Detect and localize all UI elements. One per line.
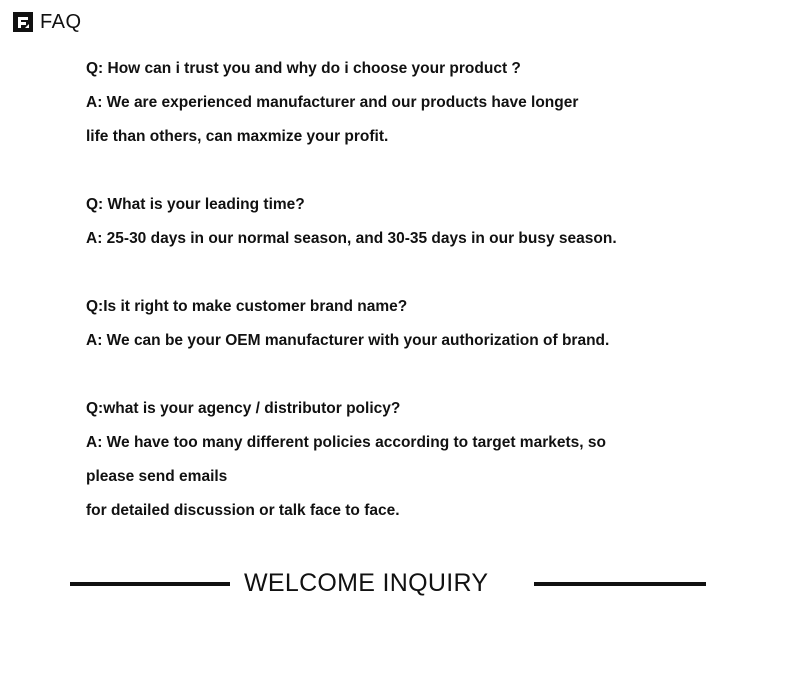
faq-question: Q: What is your leading time?	[86, 196, 305, 213]
divider-right	[534, 582, 706, 586]
welcome-inquiry-heading: WELCOME INQUIRY	[244, 569, 489, 597]
faq-answer-line: A: We can be your OEM manufacturer with your authorization of brand.	[86, 332, 610, 349]
faq-answer-line: A: 25-30 days in our normal season, and 30-35 days in our busy season.	[86, 230, 617, 247]
faq-item	[86, 392, 786, 528]
faq-list	[86, 52, 786, 562]
faq-question: Q:what is your agency / distributor policy?	[86, 400, 401, 417]
faq-answer-line: please send emails	[86, 468, 228, 485]
faq-logo-icon	[12, 11, 34, 33]
faq-answer-line: A: We have too many different policies according to target markets, so	[86, 434, 606, 451]
faq-question: Q: How can i trust you and why do i choose your product ?	[86, 60, 521, 77]
welcome-banner	[0, 566, 800, 600]
faq-answer-line: A: We are experienced manufacturer and our products have longer	[86, 94, 579, 111]
faq-answer-line: life than others, can maxmize your profit.	[86, 128, 389, 145]
faq-answer-line: for detailed discussion or talk face to face.	[86, 502, 400, 519]
faq-item	[86, 290, 786, 358]
faq-item	[86, 188, 786, 256]
faq-question: Q:Is it right to make customer brand name?	[86, 298, 408, 315]
divider-left	[70, 582, 230, 586]
page-title: FAQ	[40, 11, 82, 33]
page-header	[12, 8, 82, 36]
faq-item	[86, 52, 786, 154]
